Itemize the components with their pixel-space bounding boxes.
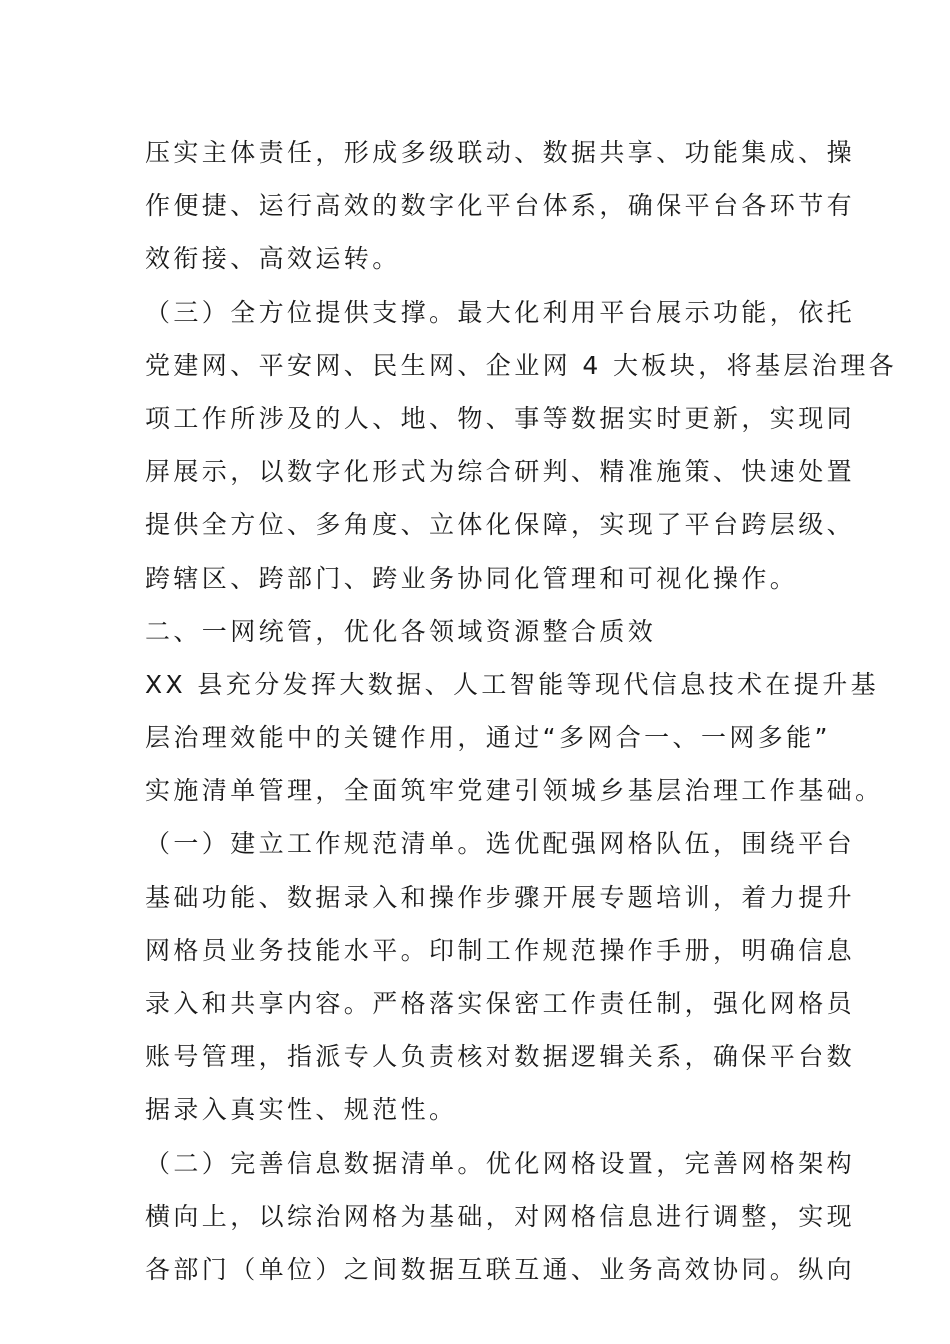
text-line: 基础功能、数据录入和操作步骤开展专题培训，着力提升 bbox=[145, 882, 856, 912]
text-line: 屏展示，以数字化形式为综合研判、精准施策、快速处置 bbox=[145, 457, 856, 487]
text-line: XX 县充分发挥大数据、人工智能等现代信息技术在提升基 bbox=[145, 669, 880, 699]
text-line: 作便捷、运行高效的数字化平台体系，确保平台各环节有 bbox=[145, 191, 856, 221]
section-heading: 二、一网统管，优化各领域资源整合质效 bbox=[145, 616, 657, 646]
text-line: 党建网、平安网、民生网、企业网 4 大板块，将基层治理各 bbox=[145, 350, 898, 380]
text-line: 实施清单管理，全面筑牢党建引领城乡基层治理工作基础。 bbox=[145, 776, 884, 806]
text-line: 横向上，以综治网格为基础，对网格信息进行调整，实现 bbox=[145, 1201, 856, 1231]
text-line: 压实主体责任，形成多级联动、数据共享、功能集成、操 bbox=[145, 138, 856, 167]
text-line: 据录入真实性、规范性。 bbox=[145, 1095, 458, 1125]
section-3-paragraph-line: （三）全方位提供支撑。最大化利用平台展示功能，依托 bbox=[145, 297, 856, 327]
section-2-paragraph-line: （二）完善信息数据清单。优化网格设置，完善网格架构 bbox=[145, 1148, 856, 1178]
section-1-paragraph-line: （一）建立工作规范清单。选优配强网格队伍，围绕平台 bbox=[145, 829, 856, 859]
text-line: 录入和共享内容。严格落实保密工作责任制，强化网格员 bbox=[145, 989, 856, 1018]
text-line: 账号管理，指派专人负责核对数据逻辑关系，确保平台数 bbox=[145, 1042, 856, 1072]
text-line: 跨辖区、跨部门、跨业务协同化管理和可视化操作。 bbox=[145, 563, 799, 593]
text-line: 层治理效能中的关键作用，通过“多网合一、一网多能” bbox=[145, 723, 831, 753]
text-line: 效衔接、高效运转。 bbox=[145, 244, 401, 274]
text-line: 项工作所涉及的人、地、物、事等数据实时更新，实现同 bbox=[145, 403, 856, 433]
text-line: 各部门（单位）之间数据互联互通、业务高效协同。纵向 bbox=[145, 1254, 856, 1284]
text-line: 网格员业务技能水平。印制工作规范操作手册，明确信息 bbox=[145, 935, 856, 965]
text-line: 提供全方位、多角度、立体化保障，实现了平台跨层级、 bbox=[145, 510, 856, 540]
document-body bbox=[145, 126, 898, 1296]
